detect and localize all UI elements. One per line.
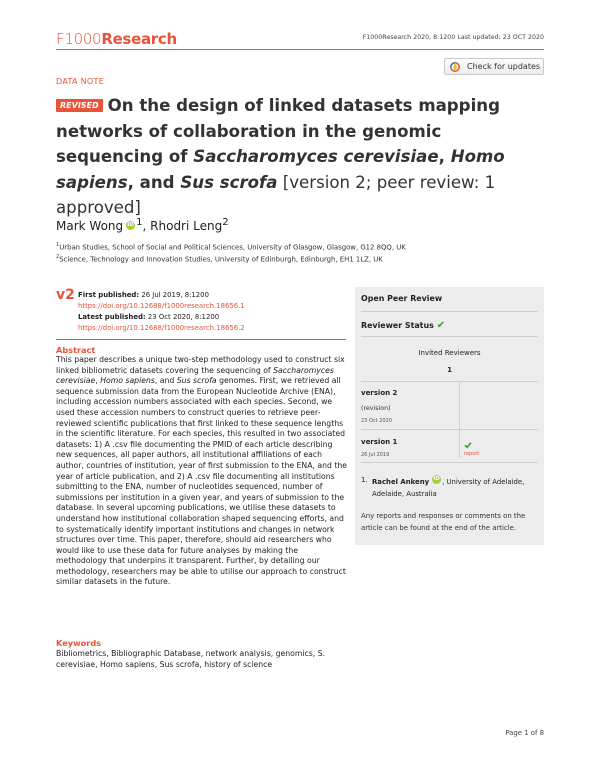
report-link[interactable]: report xyxy=(464,451,480,457)
version-2-note: (revision) xyxy=(361,405,391,412)
keywords-heading: Keywords xyxy=(56,638,102,648)
panel-divider xyxy=(361,381,538,382)
panel-divider xyxy=(361,429,538,430)
version-label: v2 xyxy=(56,287,75,303)
reviewer-entry: 1. Rachel Ankeny iD , University of Adelaide, Adelaide, Australia xyxy=(361,476,525,498)
approved-report-icon[interactable] xyxy=(464,441,472,449)
reviewer-name[interactable]: Rachel Ankeny xyxy=(372,478,430,486)
author-list: Mark Wong iD $^1$, Rhodri Leng$^2$ xyxy=(56,217,229,233)
panel-note: Any reports and responses or comments on the article can be found at the end of the article. xyxy=(361,512,526,532)
page-number: Page 1 of 8 xyxy=(505,729,544,737)
approved-check-icon: ✔ xyxy=(436,320,446,331)
publication-divider xyxy=(56,339,346,340)
panel-divider xyxy=(361,462,538,463)
header-divider xyxy=(56,49,544,50)
article-title: REVISED On the design of linked datasets mapping networks of collaboration in the genomic sequencing of Saccharomyces cerevisiae, Homo sapiens, and Sus scrofa [version 2; peer review: 1 approved] xyxy=(56,96,505,217)
version-1-label[interactable]: version 1 xyxy=(361,438,398,446)
version-2-label[interactable]: version 2 xyxy=(361,389,398,397)
reviewer-column-divider xyxy=(459,381,460,458)
panel-divider xyxy=(361,336,538,337)
abstract-heading: Abstract xyxy=(56,345,96,355)
latest-published: Latest published: 23 Oct 2020, 8:1200 https://doi.org/10.12688/f1000research.18656.2 xyxy=(78,313,245,332)
affiliation: $^2$Science, Technology and Innovation Studies, University of Edinburgh, Edinburgh, EH1 1LZ, UK xyxy=(56,254,383,264)
check-for-updates-button[interactable] xyxy=(444,58,544,75)
orcid-icon[interactable]: iD xyxy=(127,222,134,228)
journal-info: F1000Research 2020, 8:1200 Last updated: 23 OCT 2020 xyxy=(362,34,544,41)
panel-title: Open Peer Review xyxy=(361,294,443,303)
first-doi-link[interactable]: https://doi.org/10.12688/f1000research.18656.1 xyxy=(78,302,245,310)
reviewer-status: Reviewer Status ✔ xyxy=(361,320,446,331)
latest-doi-link[interactable]: https://doi.org/10.12688/f1000research.18656.2 xyxy=(78,324,245,332)
revised-badge: REVISED xyxy=(56,99,103,112)
affiliation: $^1$Urban Studies, School of Social and Political Sciences, University of Glasgow, Glasgow, G12 8QQ, UK xyxy=(56,242,406,252)
check-updates-label: Check for updates xyxy=(467,62,541,71)
check-updates-icon xyxy=(450,62,460,72)
invited-reviewer-number: 1 xyxy=(447,366,452,374)
article-type: DATA NOTE xyxy=(56,77,105,86)
journal-logo[interactable]: F1000Research xyxy=(56,30,177,48)
first-published: First published: 26 Jul 2019, 8:1200 https://doi.org/10.12688/f1000research.18656.1 xyxy=(78,291,245,310)
invited-reviewers-label: Invited Reviewers xyxy=(418,349,481,357)
author-name[interactable]: Rhodri Leng xyxy=(150,219,223,233)
abstract-text: This paper describes a unique two-step methodology used to construct six linked bibliometric datasets covering the sequencing of Saccharomyces cerevisiae, Homo sapiens, and Sus scrofa genomes. First, we retrieved all sequence submission data from the European Nucleotide Archive (ENA), including accession numbers associated with each species. Second, we used these accession numbers to construct queries to retrieve peer-reviewed scientific publications that first linked to these sequence lengths in the scientific literature. For each species, this resulted in two associated datasets: 1) A .csv file documenting the PMID of each article describing new sequences, all paper authors, all institutional affiliations of each author, countries of institution, year of first submission to the ENA, and the year of article publication, and 2) A .csv file documenting all institutions submitting to the ENA, number of nucleotides sequenced, number of submissions per institution in a given year, and years of submission to the database. In several upcoming publications, we utilise these datasets to understand how institutional collaboration shaped sequencing efforts, and to systematically identify important institutions and changes in network structures over time. This paper, therefore, should aid researchers who would like to use these data for future analyses by making the methodology that underpins it transparent. Further, by detailing our methodology, researchers may be able to utilise our approach to construct similar datasets in the future. xyxy=(56,355,348,587)
keywords-text: Bibliometrics, Bibliographic Database, network analysis, genomics, S. cerevisiae, Homo sapiens, Sus scrofa, history of science xyxy=(56,649,326,669)
author-name[interactable]: Mark Wong xyxy=(56,219,124,233)
orcid-icon[interactable]: iD xyxy=(433,476,440,482)
version-1-date: 26 Jul 2019 xyxy=(361,452,390,458)
panel-divider xyxy=(361,311,538,312)
version-2-date: 23 Oct 2020 xyxy=(361,418,392,424)
